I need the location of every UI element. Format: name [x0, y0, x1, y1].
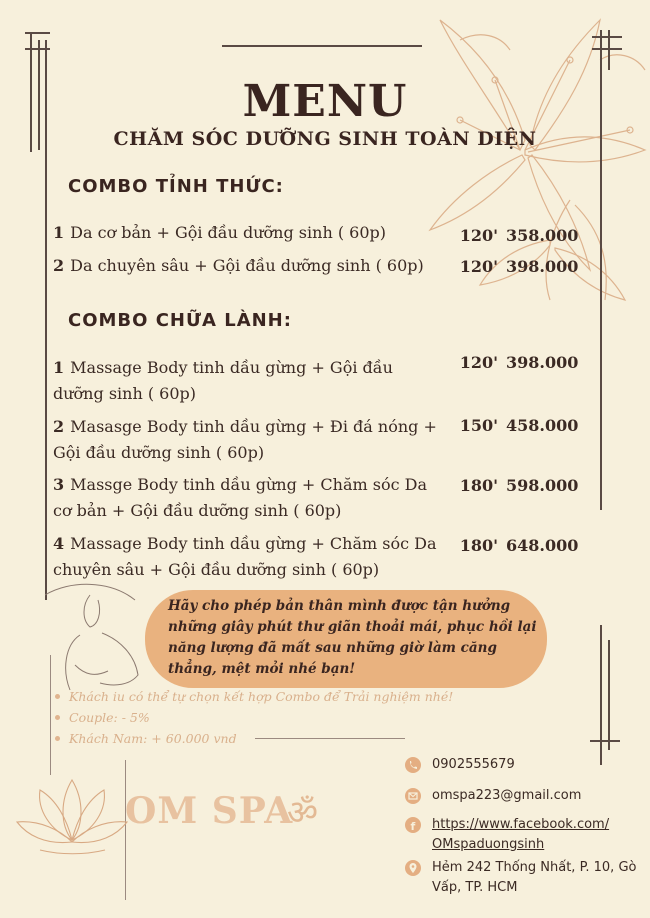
combo2-item-3 — [53, 472, 443, 524]
combo2-item-4-price — [450, 536, 590, 555]
item-duration: 150' — [459, 416, 498, 435]
om-symbol: ॐ — [287, 793, 319, 833]
note-item: Khách iu có thể tự chọn kết hợp Combo để Trải nghiệm nhé! — [55, 686, 453, 707]
menu-title: MENU — [242, 76, 408, 127]
item-price: 648.000 — [506, 536, 579, 555]
phone-icon — [405, 757, 421, 773]
item-price: 458.000 — [506, 416, 579, 435]
item-price: 398.000 — [506, 353, 579, 372]
item-duration: 180' — [459, 536, 498, 555]
combo2-item-2 — [53, 414, 448, 466]
promo-text: Hãy cho phép bản thân mình được tận hưởng những giây phút thư giãn thoải mái, phục hồi lại năng lượng đã mất sau những giờ làm căng thẳng, mệt mỏi nhé bạn! — [168, 598, 537, 677]
note-item: Khách Nam: + 60.000 vnd — [55, 728, 453, 749]
combo-heading-chua-lanh: COMBO CHỮA LÀNH: — [68, 310, 292, 331]
address-line2: Vấp, TP. HCM — [432, 880, 518, 895]
svg-text:f: f — [410, 820, 416, 833]
frame-right-bottom-vertical-2 — [608, 640, 610, 750]
item-number: 2 — [53, 256, 65, 275]
location-icon — [405, 860, 421, 876]
item-price: 398.000 — [506, 257, 579, 276]
item-number: 1 — [53, 358, 65, 377]
item-duration: 180' — [459, 476, 498, 495]
facebook-icon — [405, 817, 421, 833]
item-description: Massage Body tinh dầu gừng + Chăm sóc Da chuyên sâu + Gội đầu dưỡng sinh ( 60p) — [53, 534, 437, 579]
phone-number[interactable]: 0902555679 — [432, 757, 515, 772]
combo2-item-2-price — [450, 416, 590, 435]
brand-name: OM SPA — [125, 790, 294, 832]
frame-right-top-corner-2 — [592, 48, 622, 50]
facebook-link[interactable] — [432, 815, 609, 855]
item-duration: 120' — [459, 257, 498, 276]
combo2-item-4 — [53, 531, 448, 583]
item-price: 358.000 — [506, 226, 579, 245]
top-divider-line — [222, 45, 422, 47]
notes-list — [55, 686, 453, 749]
item-number: 3 — [53, 475, 65, 494]
combo1-item-2 — [53, 253, 448, 279]
combo1-item-1 — [53, 220, 448, 246]
combo2-item-1 — [53, 355, 413, 407]
item-description: Massage Body tinh dầu gừng + Gội đầu dưỡng sinh ( 60p) — [53, 358, 393, 403]
note-item: Couple: - 5% — [55, 707, 453, 728]
lotus-decoration — [15, 760, 130, 860]
item-number: 1 — [53, 223, 65, 242]
item-description: Da cơ bản + Gội đầu dưỡng sinh ( 60p) — [70, 223, 386, 242]
combo1-item-2-price — [450, 257, 590, 276]
item-number: 4 — [53, 534, 65, 553]
combo2-item-1-price — [450, 353, 590, 372]
frame-right-bottom-corner — [590, 740, 620, 742]
email-address[interactable]: omspa223@gmail.com — [432, 788, 582, 803]
combo1-item-1-price — [450, 226, 590, 245]
item-description: Massge Body tinh dầu gừng + Chăm sóc Da cơ bản + Gội đầu dưỡng sinh ( 60p) — [53, 475, 427, 520]
item-number: 2 — [53, 417, 65, 436]
facebook-link-line2[interactable]: OMspaduongsinh — [432, 837, 545, 852]
menu-subtitle: CHĂM SÓC DƯỠNG SINH TOÀN DIỆN — [113, 128, 537, 150]
frame-right-top-corner — [592, 36, 622, 38]
combo-heading-tinh-thuc: COMBO TỈNH THỨC: — [68, 176, 284, 197]
frame-left-top-corner — [25, 32, 50, 34]
address — [432, 858, 636, 898]
item-duration: 120' — [459, 226, 498, 245]
item-description: Masasge Body tinh dầu gừng + Đi đá nóng + Gội đầu dưỡng sinh ( 60p) — [53, 417, 437, 462]
item-price: 598.000 — [506, 476, 579, 495]
combo2-item-3-price — [450, 476, 590, 495]
frame-right-bottom-vertical — [600, 625, 602, 765]
woman-sketch-decoration — [40, 575, 150, 695]
mail-icon — [405, 788, 421, 804]
facebook-link-line1[interactable]: https://www.facebook.com/ — [432, 817, 610, 832]
item-description: Da chuyên sâu + Gội đầu dưỡng sinh ( 60p) — [70, 256, 424, 275]
address-line1: Hẻm 242 Thống Nhất, P. 10, Gò — [432, 860, 637, 875]
item-duration: 120' — [459, 353, 498, 372]
